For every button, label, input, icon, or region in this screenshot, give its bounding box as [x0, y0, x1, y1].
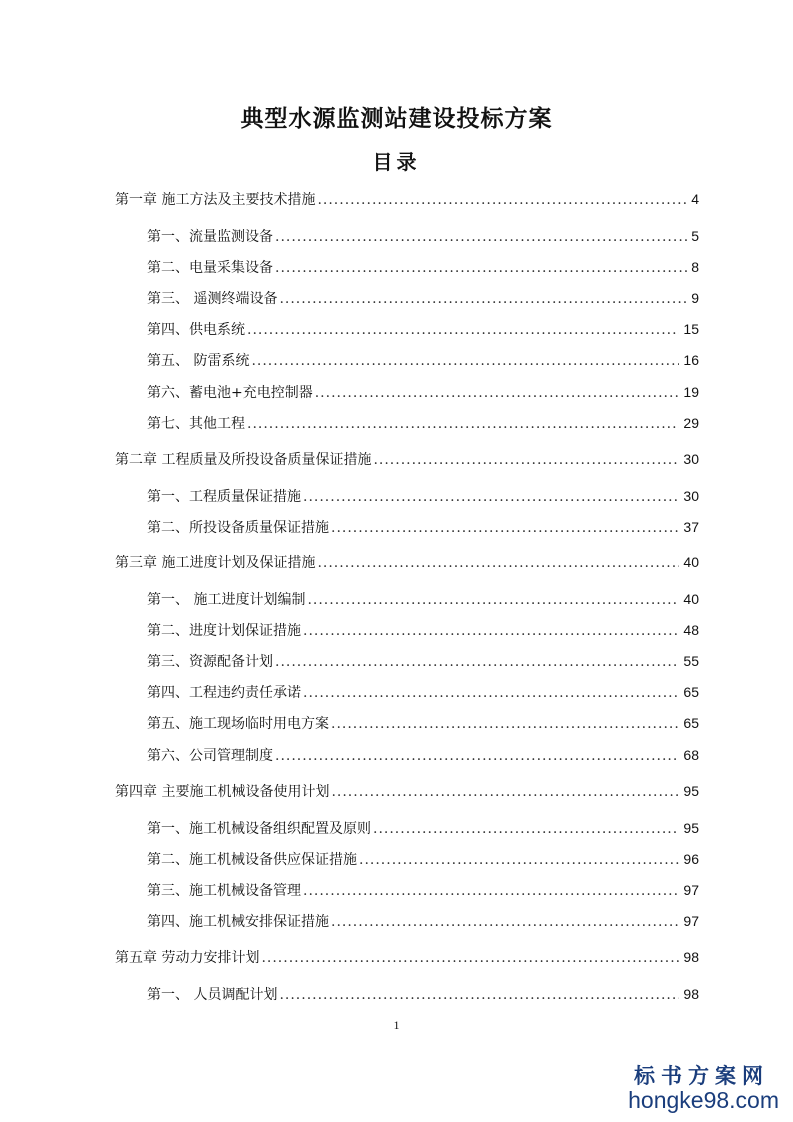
- toc-entry-label: 第二、施工机械设备供应保证措施: [147, 852, 357, 868]
- toc-heading: 目录: [372, 150, 421, 174]
- toc-entry-page: 30: [683, 451, 699, 467]
- toc-entry-label: 第二、进度计划保证措施: [147, 623, 301, 639]
- toc-leader-dots: [331, 911, 679, 933]
- toc-entry-page: 40: [683, 554, 699, 570]
- toc-entry[interactable]: [115, 946, 699, 968]
- watermark-url-text: hongke98.com: [628, 1087, 779, 1113]
- toc-leader-dots: [303, 620, 679, 642]
- toc-entry[interactable]: [147, 910, 699, 932]
- toc-entry-page: 40: [683, 591, 699, 607]
- toc-entry-page: 19: [683, 384, 699, 400]
- toc-entry[interactable]: [147, 848, 699, 870]
- toc-entry[interactable]: [147, 879, 699, 901]
- toc-entry[interactable]: [115, 551, 699, 573]
- toc-leader-dots: [373, 449, 679, 471]
- toc-entry-label: 第五、 防雷系统: [147, 353, 250, 369]
- toc-leader-dots: [275, 226, 687, 248]
- toc-entry-label: 第一、工程质量保证措施: [147, 489, 301, 505]
- toc-entry[interactable]: [147, 817, 699, 839]
- toc-entry-page: 98: [683, 986, 699, 1002]
- toc-leader-dots: [261, 947, 679, 969]
- toc-entry-page: 29: [683, 415, 699, 431]
- toc-entry-page: 97: [683, 913, 699, 929]
- toc-entry-page: 95: [683, 820, 699, 836]
- toc-entry-page: 98: [683, 949, 699, 965]
- toc-entry-label: 第五、施工现场临时用电方案: [147, 716, 329, 732]
- toc-entry-label: 第二、电量采集设备: [147, 260, 273, 276]
- toc-entry-label: 第四、工程违约责任承诺: [147, 685, 301, 701]
- toc-leader-dots: [251, 350, 679, 372]
- toc-entry-page: 96: [683, 851, 699, 867]
- toc-entry-page: 8: [691, 259, 699, 275]
- toc-entry[interactable]: [147, 588, 699, 610]
- toc-entry[interactable]: [147, 318, 699, 340]
- toc-entry-label: 第二章 工程质量及所投设备质量保证措施: [115, 452, 372, 468]
- toc-leader-dots: [317, 552, 679, 574]
- toc-leader-dots: [275, 257, 687, 279]
- toc-entry-label: 第六、公司管理制度: [147, 748, 273, 764]
- toc-leader-dots: [307, 589, 679, 611]
- toc-entry[interactable]: [147, 349, 699, 371]
- toc-leader-dots: [331, 713, 679, 735]
- toc-entry-page: 48: [683, 622, 699, 638]
- toc-entry-label: 第六、蓄电池+充电控制器: [147, 385, 313, 401]
- toc-entry-label: 第四章 主要施工机械设备使用计划: [115, 784, 330, 800]
- page-number: 1: [393, 1018, 400, 1032]
- toc-entry-page: 30: [683, 488, 699, 504]
- toc-entry[interactable]: [115, 448, 699, 470]
- toc-entry-label: 第三、 遥测终端设备: [147, 291, 278, 307]
- toc-entry-page: 55: [683, 653, 699, 669]
- toc-entry[interactable]: [147, 712, 699, 734]
- toc-entry-label: 第五章 劳动力安排计划: [115, 950, 260, 966]
- toc-entry-label: 第一、施工机械设备组织配置及原则: [147, 821, 371, 837]
- toc-entry[interactable]: [147, 412, 699, 434]
- toc-leader-dots: [247, 413, 679, 435]
- toc-entry[interactable]: [147, 744, 699, 766]
- toc-leader-dots: [303, 880, 679, 902]
- watermark-cn-text: 标书方案网: [634, 1063, 769, 1088]
- toc-entry-label: 第一、 人员调配计划: [147, 987, 278, 1003]
- document-title: 典型水源监测站建设投标方案: [240, 105, 553, 132]
- site-watermark: [628, 1060, 779, 1114]
- toc-entry[interactable]: [115, 780, 699, 802]
- toc-entry[interactable]: [147, 983, 699, 1005]
- toc-entry-page: 65: [683, 715, 699, 731]
- toc-entry-page: 95: [683, 783, 699, 799]
- toc-leader-dots: [275, 745, 679, 767]
- toc-leader-dots: [373, 818, 679, 840]
- toc-entry[interactable]: [147, 516, 699, 538]
- toc-entry-label: 第二、所投设备质量保证措施: [147, 520, 329, 536]
- toc-entry-page: 37: [683, 519, 699, 535]
- toc-entry-page: 16: [683, 352, 699, 368]
- toc-entry-label: 第一、流量监测设备: [147, 229, 273, 245]
- toc-entry-label: 第三、资源配备计划: [147, 654, 273, 670]
- toc-leader-dots: [275, 651, 679, 673]
- toc-leader-dots: [315, 382, 680, 404]
- toc-entry-page: 68: [683, 747, 699, 763]
- toc-entry-label: 第四、施工机械安排保证措施: [147, 914, 329, 930]
- toc-leader-dots: [359, 849, 679, 871]
- toc-entry-label: 第一章 施工方法及主要技术措施: [115, 192, 316, 208]
- toc-entry-label: 第七、其他工程: [147, 416, 245, 432]
- toc-leader-dots: [247, 319, 679, 341]
- toc-entry-page: 4: [691, 191, 699, 207]
- toc-entry-page: 97: [683, 882, 699, 898]
- toc-leader-dots: [279, 288, 687, 310]
- toc-entry-page: 5: [691, 228, 699, 244]
- toc-entry[interactable]: [147, 681, 699, 703]
- toc-entry-page: 9: [691, 290, 699, 306]
- toc-leader-dots: [279, 984, 679, 1006]
- toc-entry[interactable]: [147, 225, 699, 247]
- toc-entry-label: 第四、供电系统: [147, 322, 245, 338]
- toc-leader-dots: [303, 486, 679, 508]
- toc-leader-dots: [331, 781, 679, 803]
- toc-leader-dots: [317, 189, 687, 211]
- toc-entry-label: 第一、 施工进度计划编制: [147, 592, 306, 608]
- toc-entry-label: 第三章 施工进度计划及保证措施: [115, 555, 316, 571]
- toc-entry[interactable]: [147, 287, 699, 309]
- toc-entry[interactable]: [115, 188, 699, 210]
- toc-entry[interactable]: [147, 256, 699, 278]
- toc-leader-dots: [331, 517, 679, 539]
- toc-entry-label: 第三、施工机械设备管理: [147, 883, 301, 899]
- toc-entry[interactable]: [147, 381, 699, 403]
- toc-entry-page: 15: [683, 321, 699, 337]
- toc-entry[interactable]: [147, 619, 699, 641]
- toc-entry-page: 65: [683, 684, 699, 700]
- toc-entry[interactable]: [147, 650, 699, 672]
- toc-leader-dots: [303, 682, 679, 704]
- toc-entry[interactable]: [147, 485, 699, 507]
